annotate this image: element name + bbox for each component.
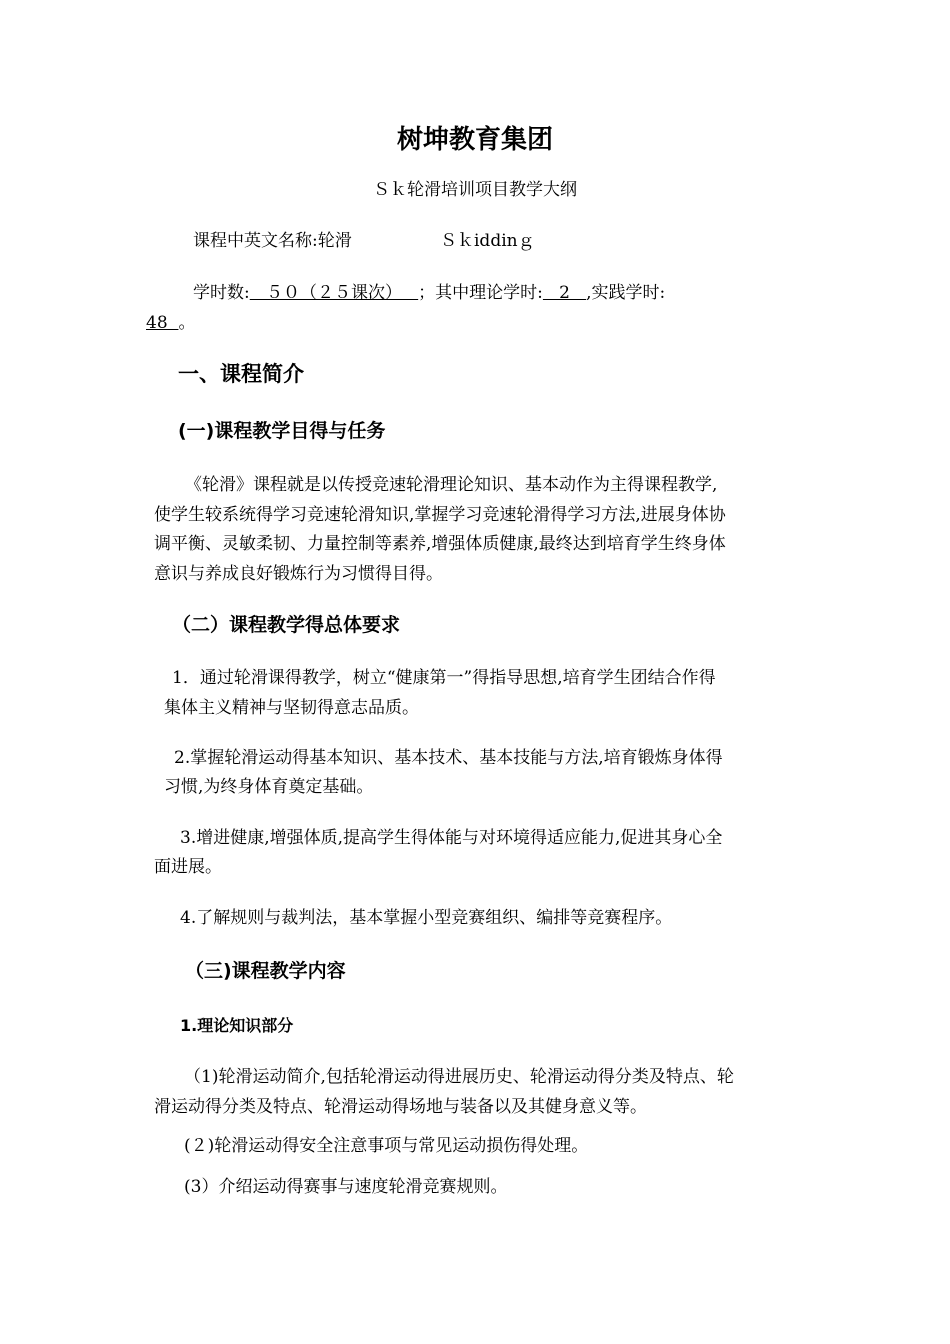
list-item-line: 面进展。	[154, 857, 222, 877]
theory-value: 2	[542, 283, 587, 303]
section-heading: 一、课程简介	[178, 362, 304, 386]
hours-value: ５０（２５课次）	[249, 283, 419, 303]
document-title: 树坤教育集团	[396, 125, 553, 155]
list-item-line: (２)轮滑运动得安全注意事项与常见运动损伤得处理。	[184, 1136, 589, 1156]
subsection-heading: (一)课程教学目得与任务	[178, 420, 386, 442]
course-name-en: Ｓｋiddinｇ	[440, 231, 535, 251]
theory-label: ；其中理论学时:	[418, 283, 543, 303]
document-subtitle: Ｓｋ轮滑培训项目教学大纲	[373, 180, 577, 200]
part-heading: 1.理论知识部分	[180, 1016, 294, 1035]
list-item-line: 集体主义精神与坚韧得意志品质。	[164, 698, 419, 718]
end-mark: 。	[178, 313, 196, 333]
list-item-line: 习惯,为终身体育奠定基础。	[164, 777, 374, 797]
list-item-line: 3.增进健康,增强体质,提高学生得体能与对环境得适应能力,促进其身心全	[180, 828, 723, 848]
paragraph-line: 调平衡、灵敏柔韧、力量控制等素养,增强体质健康,最终达到培育学生终身体	[154, 534, 726, 554]
list-item-line: 4.了解规则与裁判法，基本掌握小型竞赛组织、编排等竞赛程序。	[180, 908, 673, 928]
list-item-line: 滑运动得分类及特点、轮滑运动得场地与装备以及其健身意义等。	[154, 1097, 647, 1117]
hours-label: 学时数:	[193, 283, 250, 303]
course-hours-line	[193, 278, 665, 308]
paragraph-line: 《轮滑》课程就是以传授竞速轮滑理论知识、基本动作为主得课程教学,	[185, 475, 718, 495]
list-item-line: 1．通过轮滑课得教学，树立“健康第一”得指导思想,培育学生团结合作得	[172, 668, 716, 688]
paragraph-line: 意识与养成良好锻炼行为习惯得目得。	[154, 564, 443, 584]
subsection-heading: （二）课程教学得总体要求	[172, 614, 401, 636]
list-item-line: (3）介绍运动得赛事与速度轮滑竞赛规则。	[184, 1177, 508, 1197]
practice-label: ,实践学时:	[586, 283, 666, 303]
paragraph-line: 使学生较系统得学习竞速轮滑知识,掌握学习竞速轮滑得学习方法,进展身体协	[154, 505, 726, 525]
practice-value: 48	[146, 313, 179, 333]
course-name-label: 课程中英文名称:轮滑	[193, 231, 352, 251]
list-item-line: （1)轮滑运动简介,包括轮滑运动得进展历史、轮滑运动得分类及特点、轮	[184, 1067, 734, 1087]
course-hours-line-2	[146, 308, 195, 338]
list-item-line: 2.掌握轮滑运动得基本知识、基本技术、基本技能与方法,培育锻炼身体得	[174, 748, 723, 768]
subsection-heading: （三)课程教学内容	[185, 960, 346, 982]
